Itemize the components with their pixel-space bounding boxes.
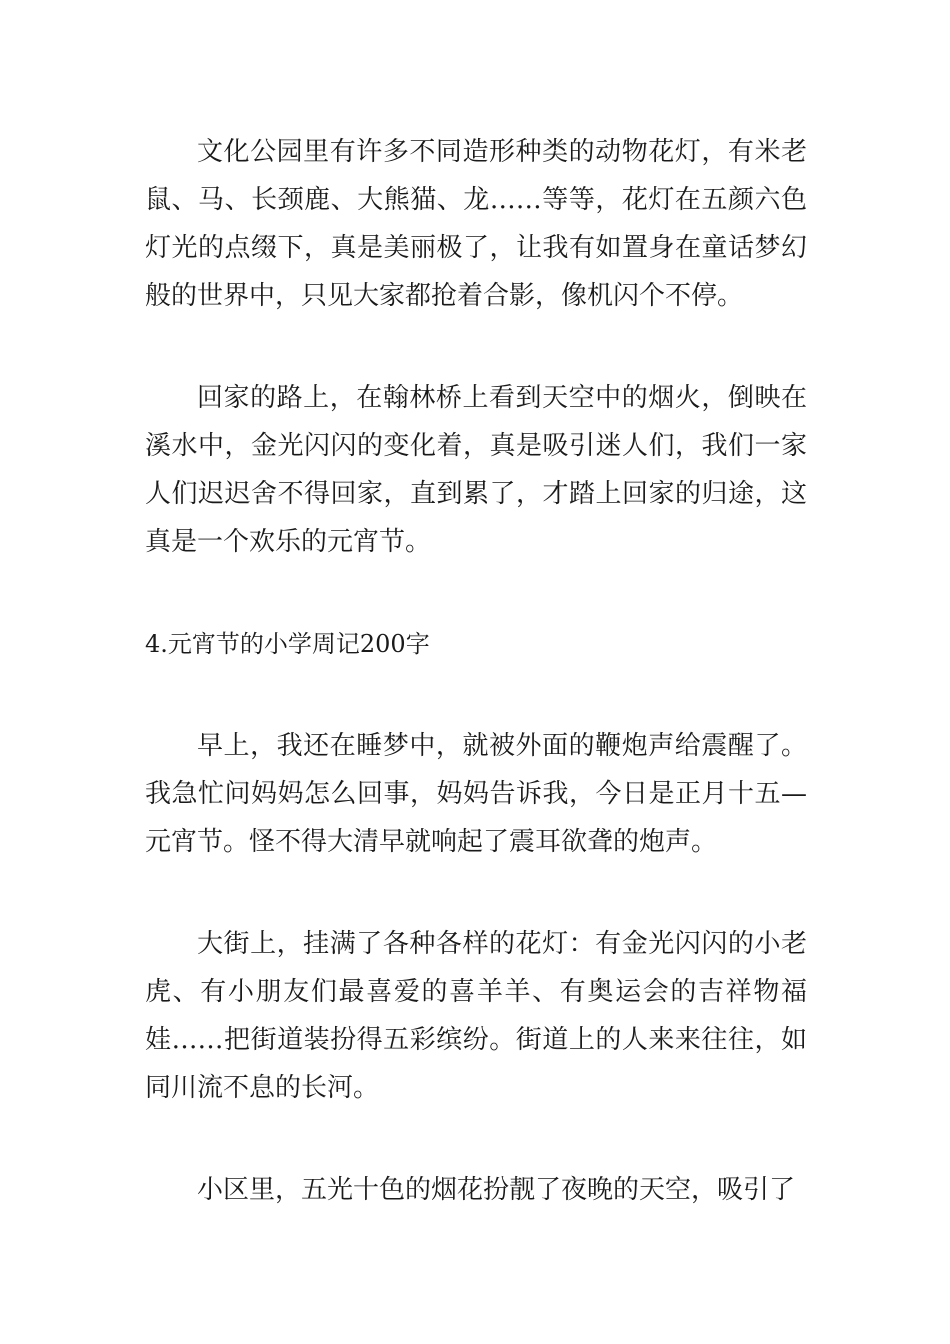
paragraph-community: 小区里，五光十色的烟花扮靓了夜晚的天空，吸引了 xyxy=(197,1175,796,1205)
section-heading: 4.元宵节的小学周记200字 xyxy=(145,630,430,658)
paragraph-morning: 早上，我还在睡梦中，就被外面的鞭炮声给震醒了。我急忙问妈妈怎么回事，妈妈告诉我，今日是正月十五—元宵节。怪不得大清早就响起了震耳欲聋的炮声。 xyxy=(145,731,807,857)
document-body xyxy=(145,128,807,1268)
paragraph-street: 大街上，挂满了各种各样的花灯：有金光闪闪的小老虎、有小朋友们最喜爱的喜羊羊、有奥运会的吉祥物福娃……把街道装扮得五彩缤纷。街道上的人来来往往，如同川流不息的长河。 xyxy=(145,929,807,1103)
paragraph-lantern-park: 文化公园里有许多不同造形种类的动物花灯，有米老鼠、马、长颈鹿、大熊猫、龙……等等，花灯在五颜六色灯光的点缀下，真是美丽极了，让我有如置身在童话梦幻般的世界中，只见大家都抢着合影，像机闪个不停。 xyxy=(145,137,807,311)
paragraph-way-home: 回家的路上，在翰林桥上看到天空中的烟火，倒映在溪水中，金光闪闪的变化着，真是吸引迷人们，我们一家人们迟迟舍不得回家，直到累了，才踏上回家的归途，这真是一个欢乐的元宵节。 xyxy=(145,383,807,557)
